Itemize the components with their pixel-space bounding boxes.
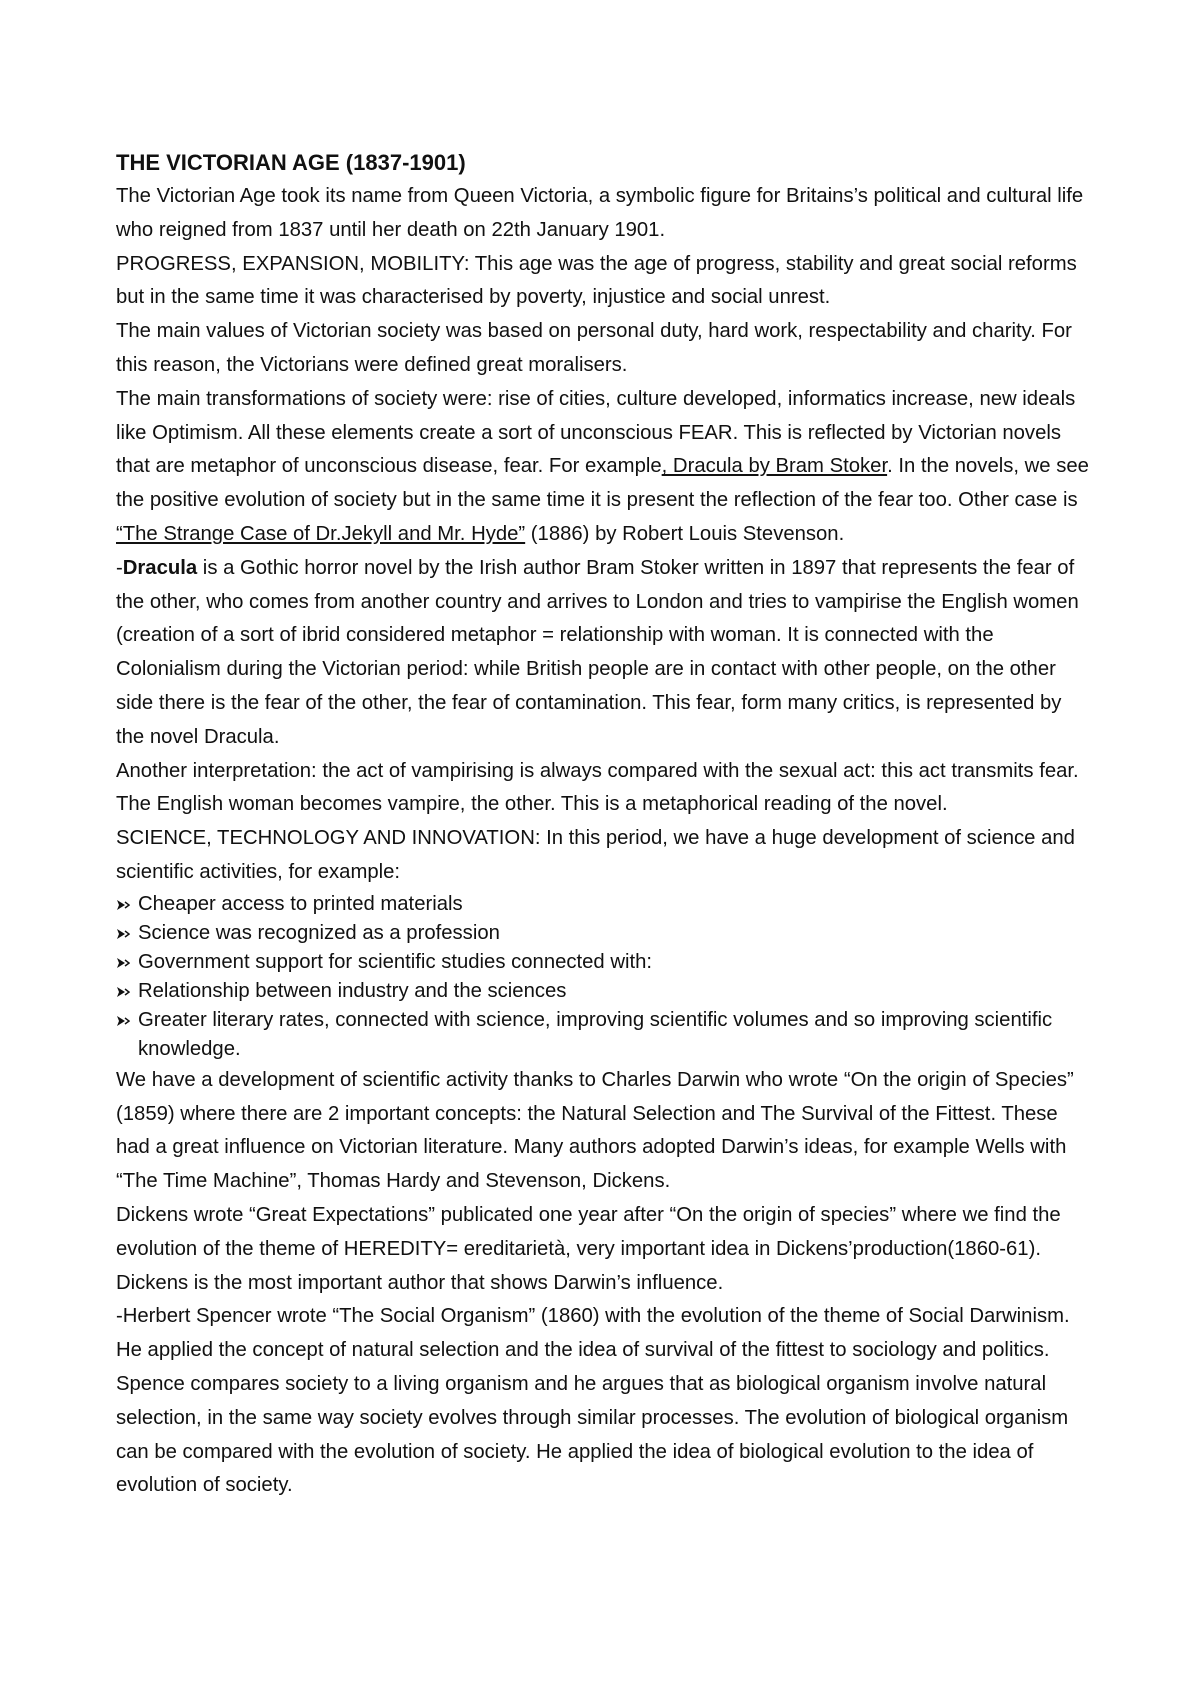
bullet-text: Relationship between industry and the sciences (138, 979, 567, 1002)
paragraph-science: SCIENCE, TECHNOLOGY AND INNOVATION: In this period, we have a huge development of science and scientific activities, for example: (116, 827, 1075, 883)
dracula-link[interactable]: , Dracula by Bram Stoker (661, 455, 888, 478)
arrow-bullet-icon (116, 1014, 130, 1028)
paragraph-progress: PROGRESS, EXPANSION, MOBILITY: This age was the age of progress, stability and great social reforms but in the same time it was characterised by poverty, injustice and social unrest. (116, 252, 1077, 309)
transformations-text: The main transformations of society were: rise of cities, culture developed, informatics increase, new ideals like Optimism. All these elements create a sort of unconscious FEAR. This is reflected by Victorian novels that are metaphor of unconscious disease, fear. For example (116, 387, 1076, 478)
arrow-bullet-icon (116, 927, 130, 941)
arrow-bullet-icon (116, 985, 130, 999)
paragraph-dickens: Dickens wrote “Great Expectations” publicated one year after “On the origin of species” where we find the evolution of the theme of HEREDITY= ereditarietà, very important idea in Dickens’production(1860-61). Dickens is the most important author that shows Darwin’s influence. (116, 1203, 1061, 1294)
dracula-bold: Dracula (122, 556, 198, 579)
bullet-text: Science was recognized as a profession (138, 921, 500, 944)
dracula-dash: - (116, 556, 123, 579)
bullet-text: Greater literary rates, connected with science, improving scientific volumes and so improving scientific knowledge. (138, 1008, 1053, 1060)
paragraph-interpretation: Another interpretation: the act of vampirising is always compared with the sexual act: this act transmits fear. The English woman becomes vampire, the other. This is a metaphorical reading of the novel. (116, 759, 1079, 816)
list-item (116, 919, 1091, 948)
list-item (116, 977, 1091, 1006)
science-bullet-list (116, 890, 1091, 1064)
paragraph-transformations (116, 383, 1091, 552)
paragraph-spencer: -Herbert Spencer wrote “The Social Organism” (1860) with the evolution of the theme of Social Darwinism. He applied the concept of natural selection and the idea of survival of the fittest to sociology and politics. Spence compares society to a living organism and he argues that as biological organism involve natural selection, in the same way society evolves through similar processes. The evolution of biological organism can be compared with the evolution of society. He applied the idea of biological evolution to the idea of evolution of society. (116, 1305, 1070, 1497)
paragraph-intro: The Victorian Age took its name from Queen Victoria, a symbolic figure for Britains’s political and cultural life who reigned from 1837 until her death on 22th January 1901. (116, 185, 1084, 241)
jekyll-hyde-link[interactable]: “The Strange Case of Dr.Jekyll and Mr. Hyde” (116, 522, 526, 545)
paragraph-values: The main values of Victorian society was based on personal duty, hard work, respectability and charity. For this reason, the Victorians were defined great moralisers. (116, 320, 1072, 376)
paragraph-darwin: We have a development of scientific activity thanks to Charles Darwin who wrote “On the origin of Species” (1859) where there are 2 important concepts: the Natural Selection and The Survival of the Fittest. These had a great influence on Victorian literature. Many authors adopted Darwin’s ideas, for example Wells with “The Time Machine”, Thomas Hardy and Stevenson, Dickens. (116, 1068, 1074, 1193)
bullet-text: Government support for scientific studies connected with: (138, 950, 653, 973)
arrow-bullet-icon (116, 956, 130, 970)
list-item (116, 890, 1091, 919)
document-title: THE VICTORIAN AGE (1837-1901) (116, 150, 466, 175)
bullet-text: Cheaper access to printed materials (138, 892, 463, 915)
document-page (116, 148, 1091, 1503)
transformations-text-3: (1886) by Robert Louis Stevenson. (525, 522, 845, 545)
dracula-text: is a Gothic horror novel by the Irish author Bram Stoker written in 1897 that represents the fear of the other, who comes from another country and arrives to London and tries to vampirise the English women (creation of a sort of ibrid considered metaphor = relationship with woman. It is connected with the Colonialism during the Victorian period: while British people are in contact with other people, on the other side there is the fear of the other, the fear of contamination. This fear, form many critics, is represented by the novel Dracula. (116, 556, 1079, 748)
list-item (116, 948, 1091, 977)
arrow-bullet-icon (116, 898, 130, 912)
paragraph-dracula (116, 552, 1091, 755)
list-item (116, 1006, 1091, 1064)
transformations-text-2: . In the novels, we see the positive evolution of society but in the same time it is present the reflection of the fear too. Other case is (116, 455, 1089, 512)
